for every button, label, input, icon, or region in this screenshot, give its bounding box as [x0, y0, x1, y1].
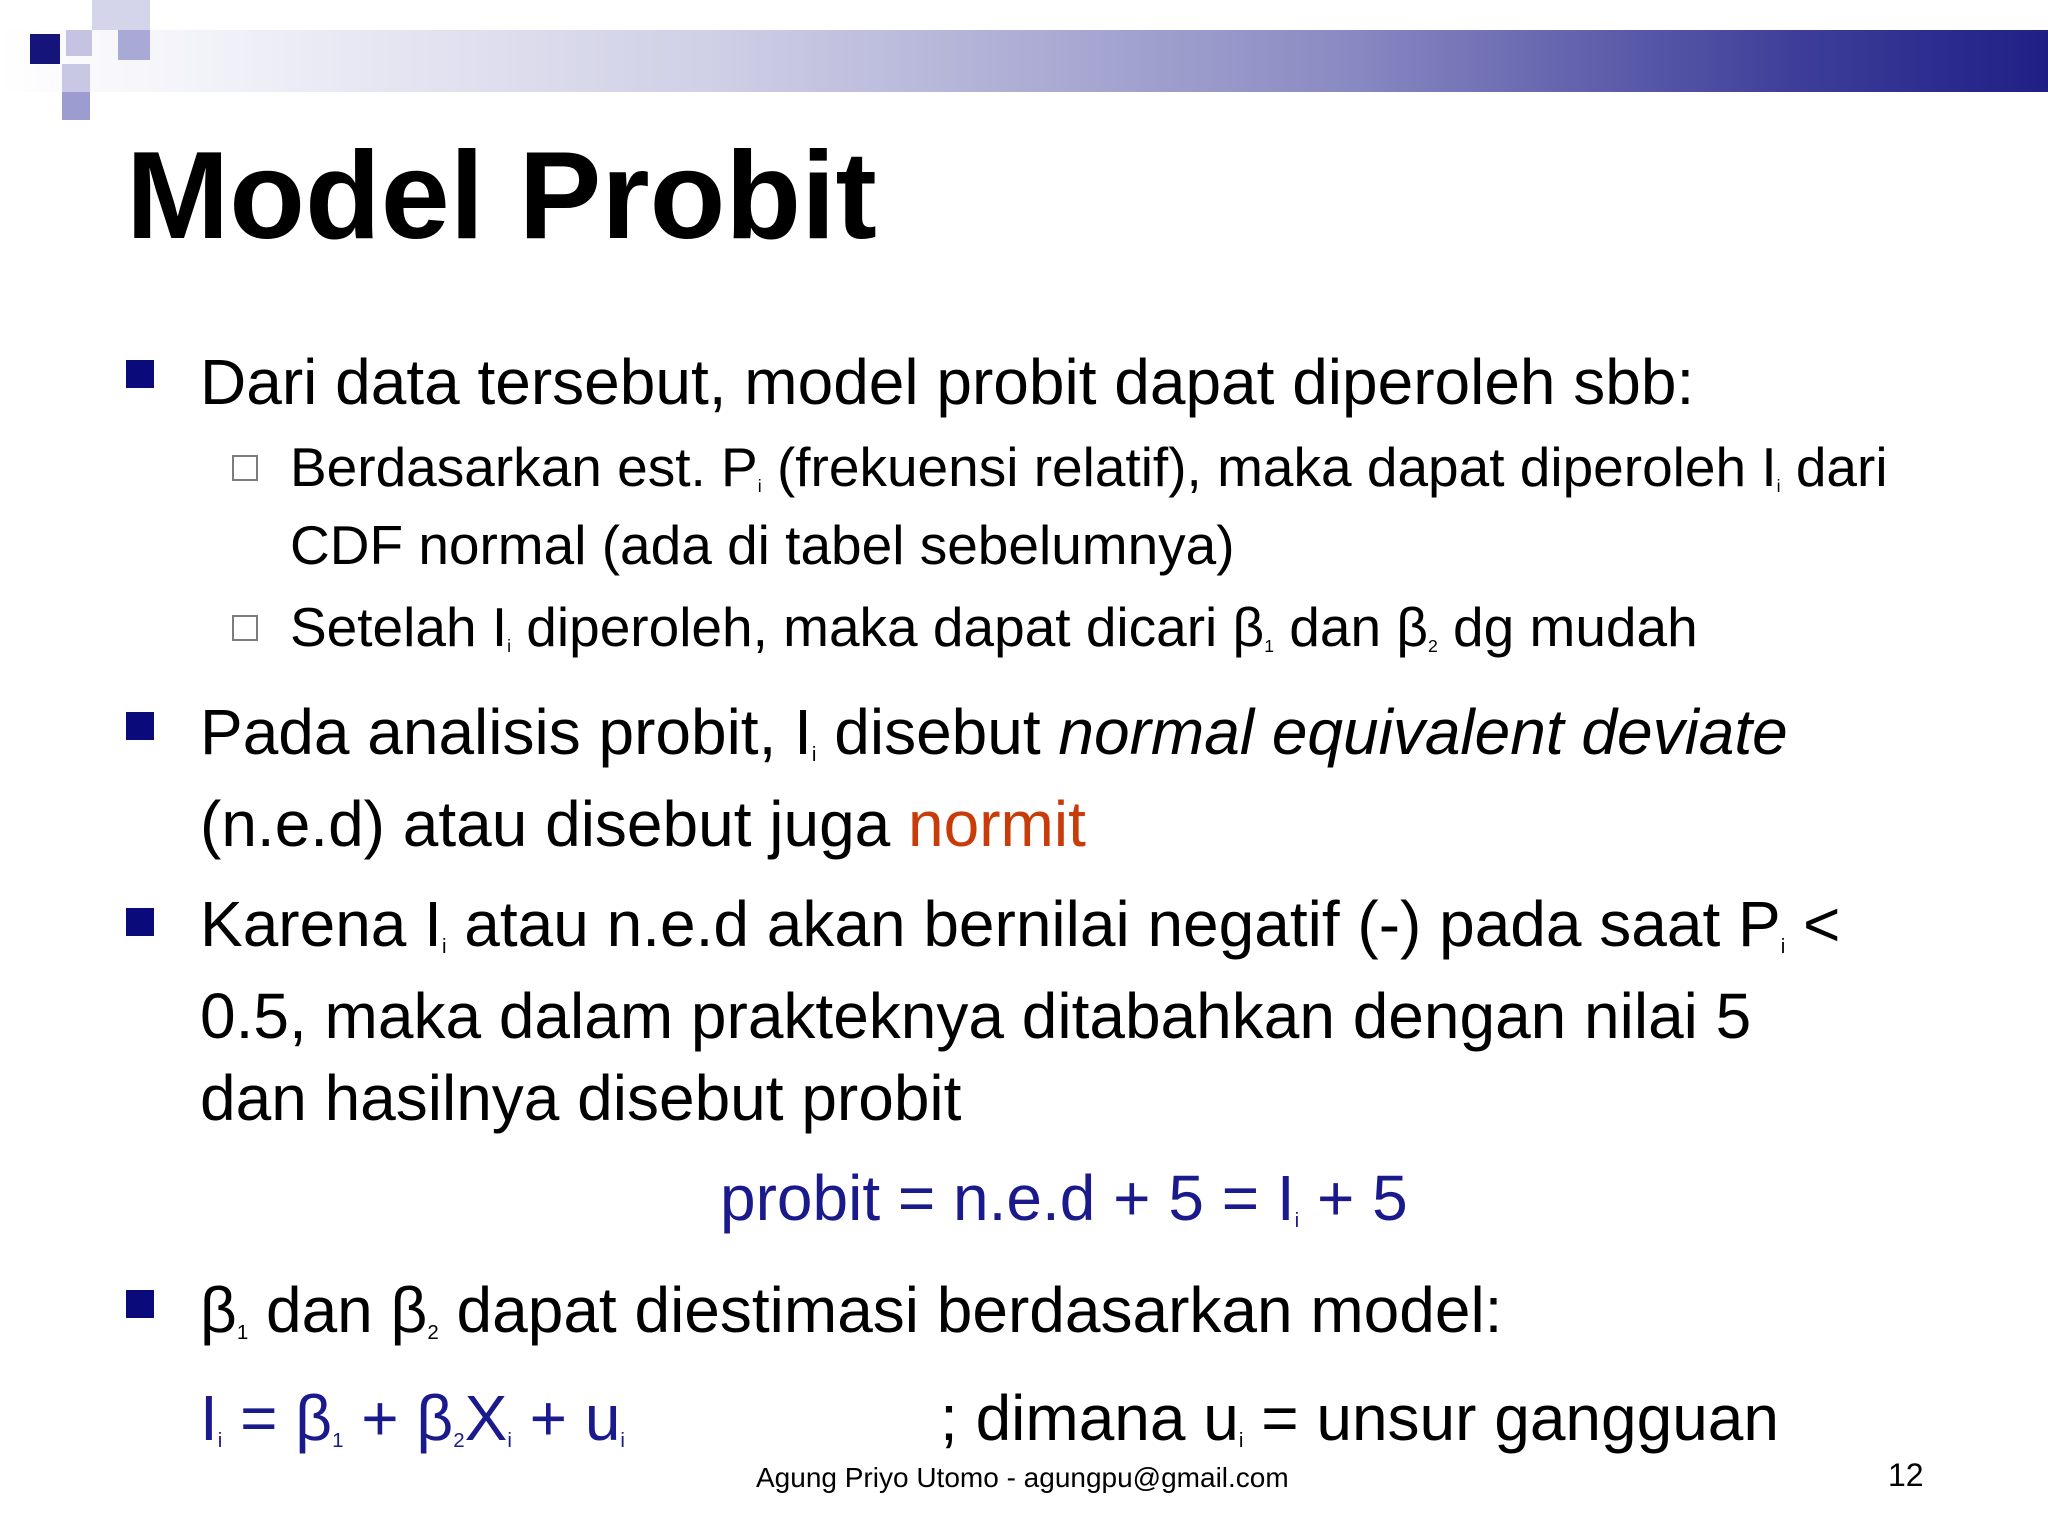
sub-bullet-1-line1: Berdasarkan est. $P_i$ (frekuensi relatif), maka dapat diperoleh $I_i$ dari: [290, 436, 1888, 498]
bullet-2-line2: (n.e.d) atau disebut juga normit: [200, 788, 1086, 860]
bullet-square-icon: [126, 360, 154, 388]
header-gradient-bar: [0, 30, 2048, 92]
sub-bullet-box-icon: [232, 615, 258, 641]
bullet-1-text: Dari data tersebut, model probit dapat diperoleh sbb:: [200, 346, 1695, 418]
bullet-square-icon: [126, 1290, 154, 1318]
probit-formula: probit = $n.e.d + 5 = I_i + 5$: [720, 1162, 1408, 1234]
bullet-3-line1: Karena $I_i$ atau n.e.d akan bernilai negatif (-) pada saat $P_i$ <: [200, 888, 1841, 960]
bullet-square-icon: [126, 712, 154, 740]
corner-square-mid: [118, 30, 150, 60]
model-formula: $I_i = \beta_1 + \beta_2X_i + u_i$: [200, 1382, 625, 1454]
bullet-2-line1: Pada analisis probit, $I_i$ disebut normal equivalent deviate: [200, 696, 1788, 768]
bullet-square-icon: [126, 908, 154, 936]
sub-bullet-box-icon: [232, 455, 258, 481]
corner-square-mid: [62, 92, 90, 120]
bullet-4-text: $\beta_1$ dan $\beta_2$ dapat diestimasi berdasarkan model:: [200, 1274, 1503, 1346]
footer-author: Agung Priyo Utomo - agungpu@gmail.com: [756, 1462, 1289, 1493]
bullet-3-line2: 0.5, maka dalam prakteknya ditabahkan dengan nilai 5: [200, 980, 1752, 1052]
sub-bullet-2-line1: Setelah $I_i$ diperoleh, maka dapat dicari $\beta_1$ dan $\beta_2$ dg mudah: [290, 596, 1698, 658]
corner-square-mid: [92, 0, 150, 30]
sub-bullet-1-line2: CDF normal (ada di tabel sebelumnya): [290, 514, 1235, 576]
page-number: 12: [1888, 1457, 1924, 1493]
corner-square-light: [66, 30, 92, 56]
normit-highlight: normit: [908, 788, 1086, 860]
corner-square-dark: [30, 34, 60, 64]
model-formula-note: ; dimana $u_i$ = unsur gangguan: [940, 1382, 1779, 1454]
slide-title: Model Probit: [126, 127, 877, 265]
bullet-3-line3: dan hasilnya disebut probit: [200, 1062, 962, 1134]
corner-square-mid: [62, 64, 90, 92]
